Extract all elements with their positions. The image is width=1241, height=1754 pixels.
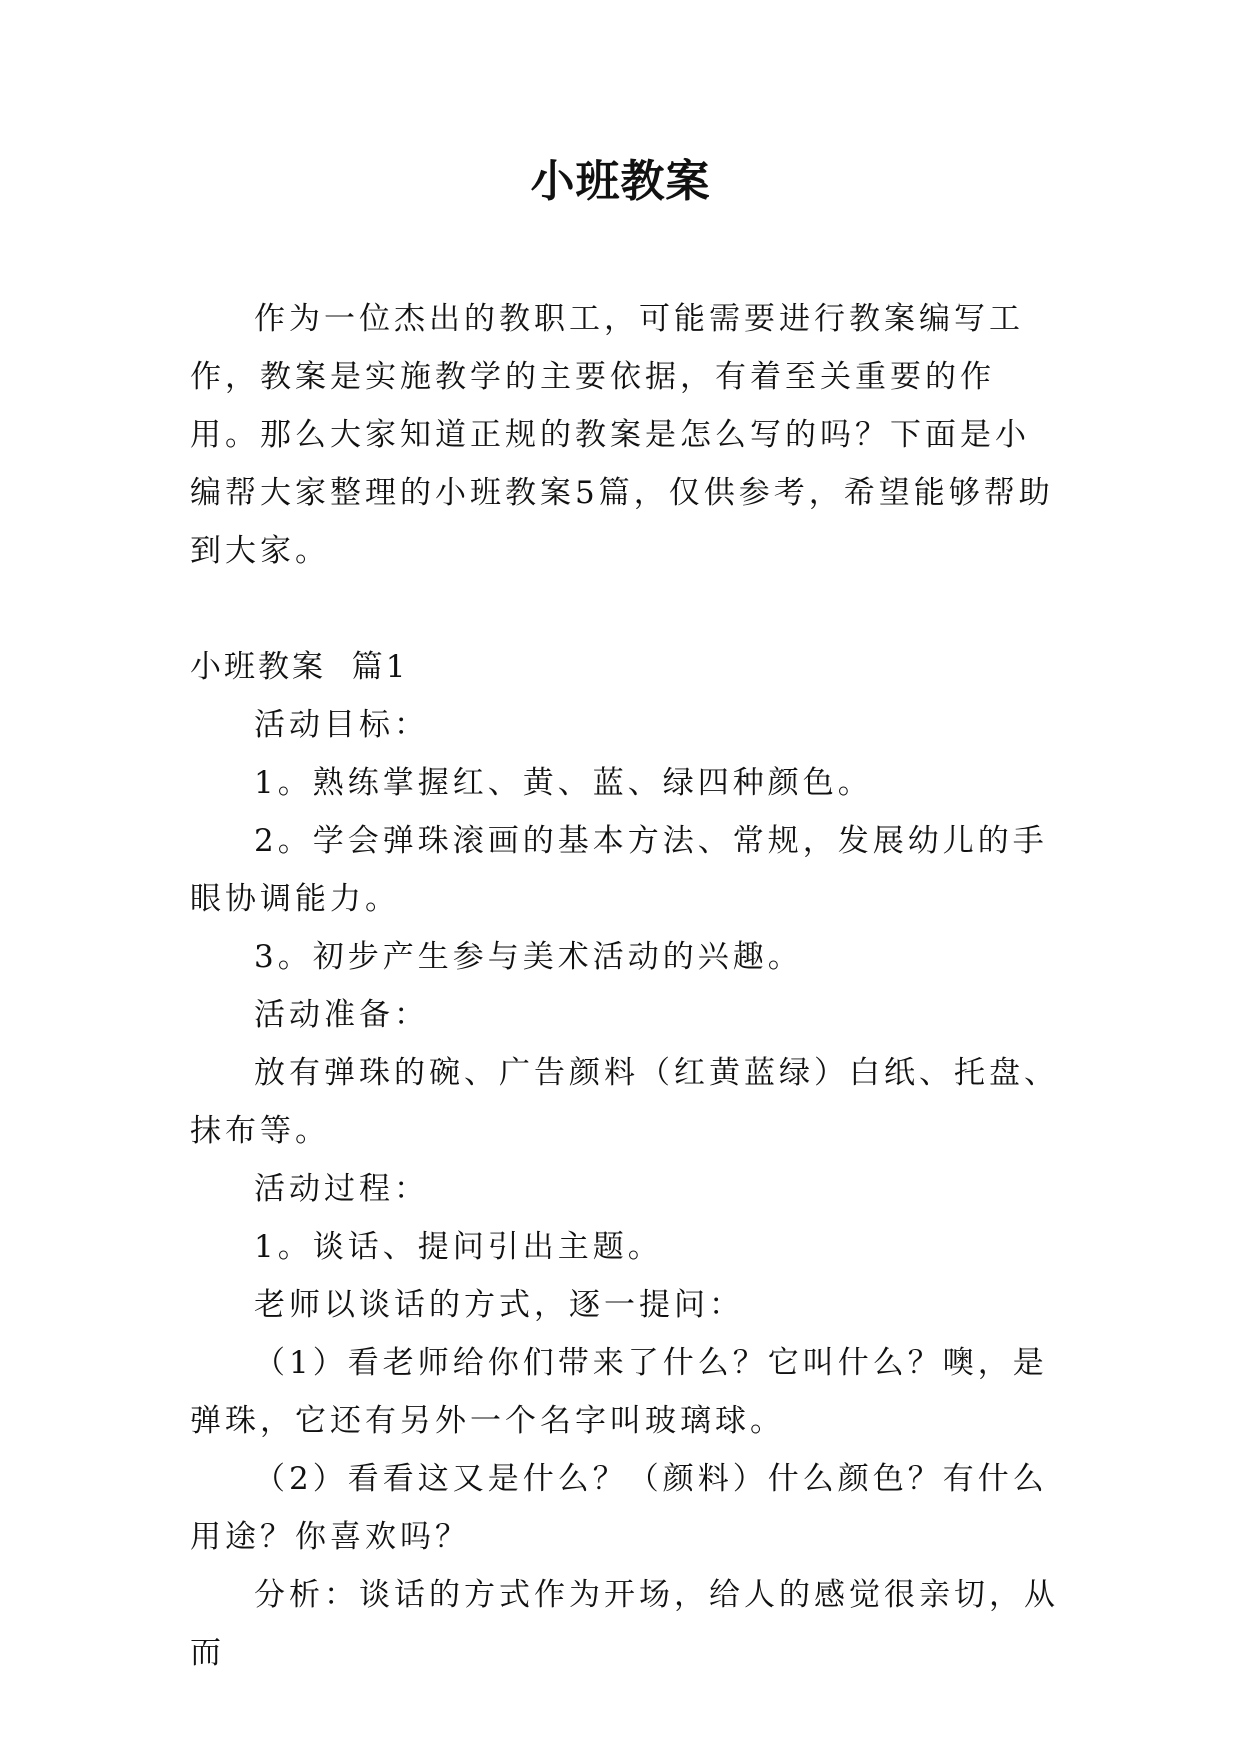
document-body bbox=[190, 290, 1060, 1682]
paragraph: 1。谈话、提问引出主题。 bbox=[254, 1229, 663, 1265]
document-title: 小班教案 bbox=[530, 156, 711, 207]
section-heading: 小班教案 篇1 bbox=[190, 649, 409, 685]
paragraph: 活动目标： bbox=[254, 707, 429, 743]
paragraph: （2）看看这又是什么？（颜料）什么颜色？有什么用途？你喜欢吗？ bbox=[190, 1461, 1048, 1555]
paragraph: 3。初步产生参与美术活动的兴趣。 bbox=[254, 939, 803, 975]
paragraph: 2。学会弹珠滚画的基本方法、常规，发展幼儿的手眼协调能力。 bbox=[190, 823, 1048, 917]
paragraph: （1）看老师给你们带来了什么？它叫什么？噢，是弹珠，它还有另外一个名字叫玻璃球。 bbox=[190, 1345, 1048, 1439]
paragraph: 活动准备： bbox=[254, 997, 429, 1033]
paragraph: 1。熟练掌握红、黄、蓝、绿四种颜色。 bbox=[254, 765, 873, 801]
paragraph: 老师以谈话的方式，逐一提问： bbox=[254, 1287, 744, 1323]
paragraph: 放有弹珠的碗、广告颜料（红黄蓝绿）白纸、托盘、抹布等。 bbox=[190, 1055, 1059, 1149]
paragraph: 分析：谈话的方式作为开场，给人的感觉很亲切，从而 bbox=[190, 1577, 1059, 1671]
paragraph: 活动过程： bbox=[254, 1171, 429, 1207]
intro-paragraph: 作为一位杰出的教职工，可能需要进行教案编写工作，教案是实施教学的主要依据，有着至关重要的作用。那么大家知道正规的教案是怎么写的吗？下面是小编帮大家整理的小班教案5篇，仅供参考，希望能够帮助到大家。 bbox=[190, 301, 1054, 569]
